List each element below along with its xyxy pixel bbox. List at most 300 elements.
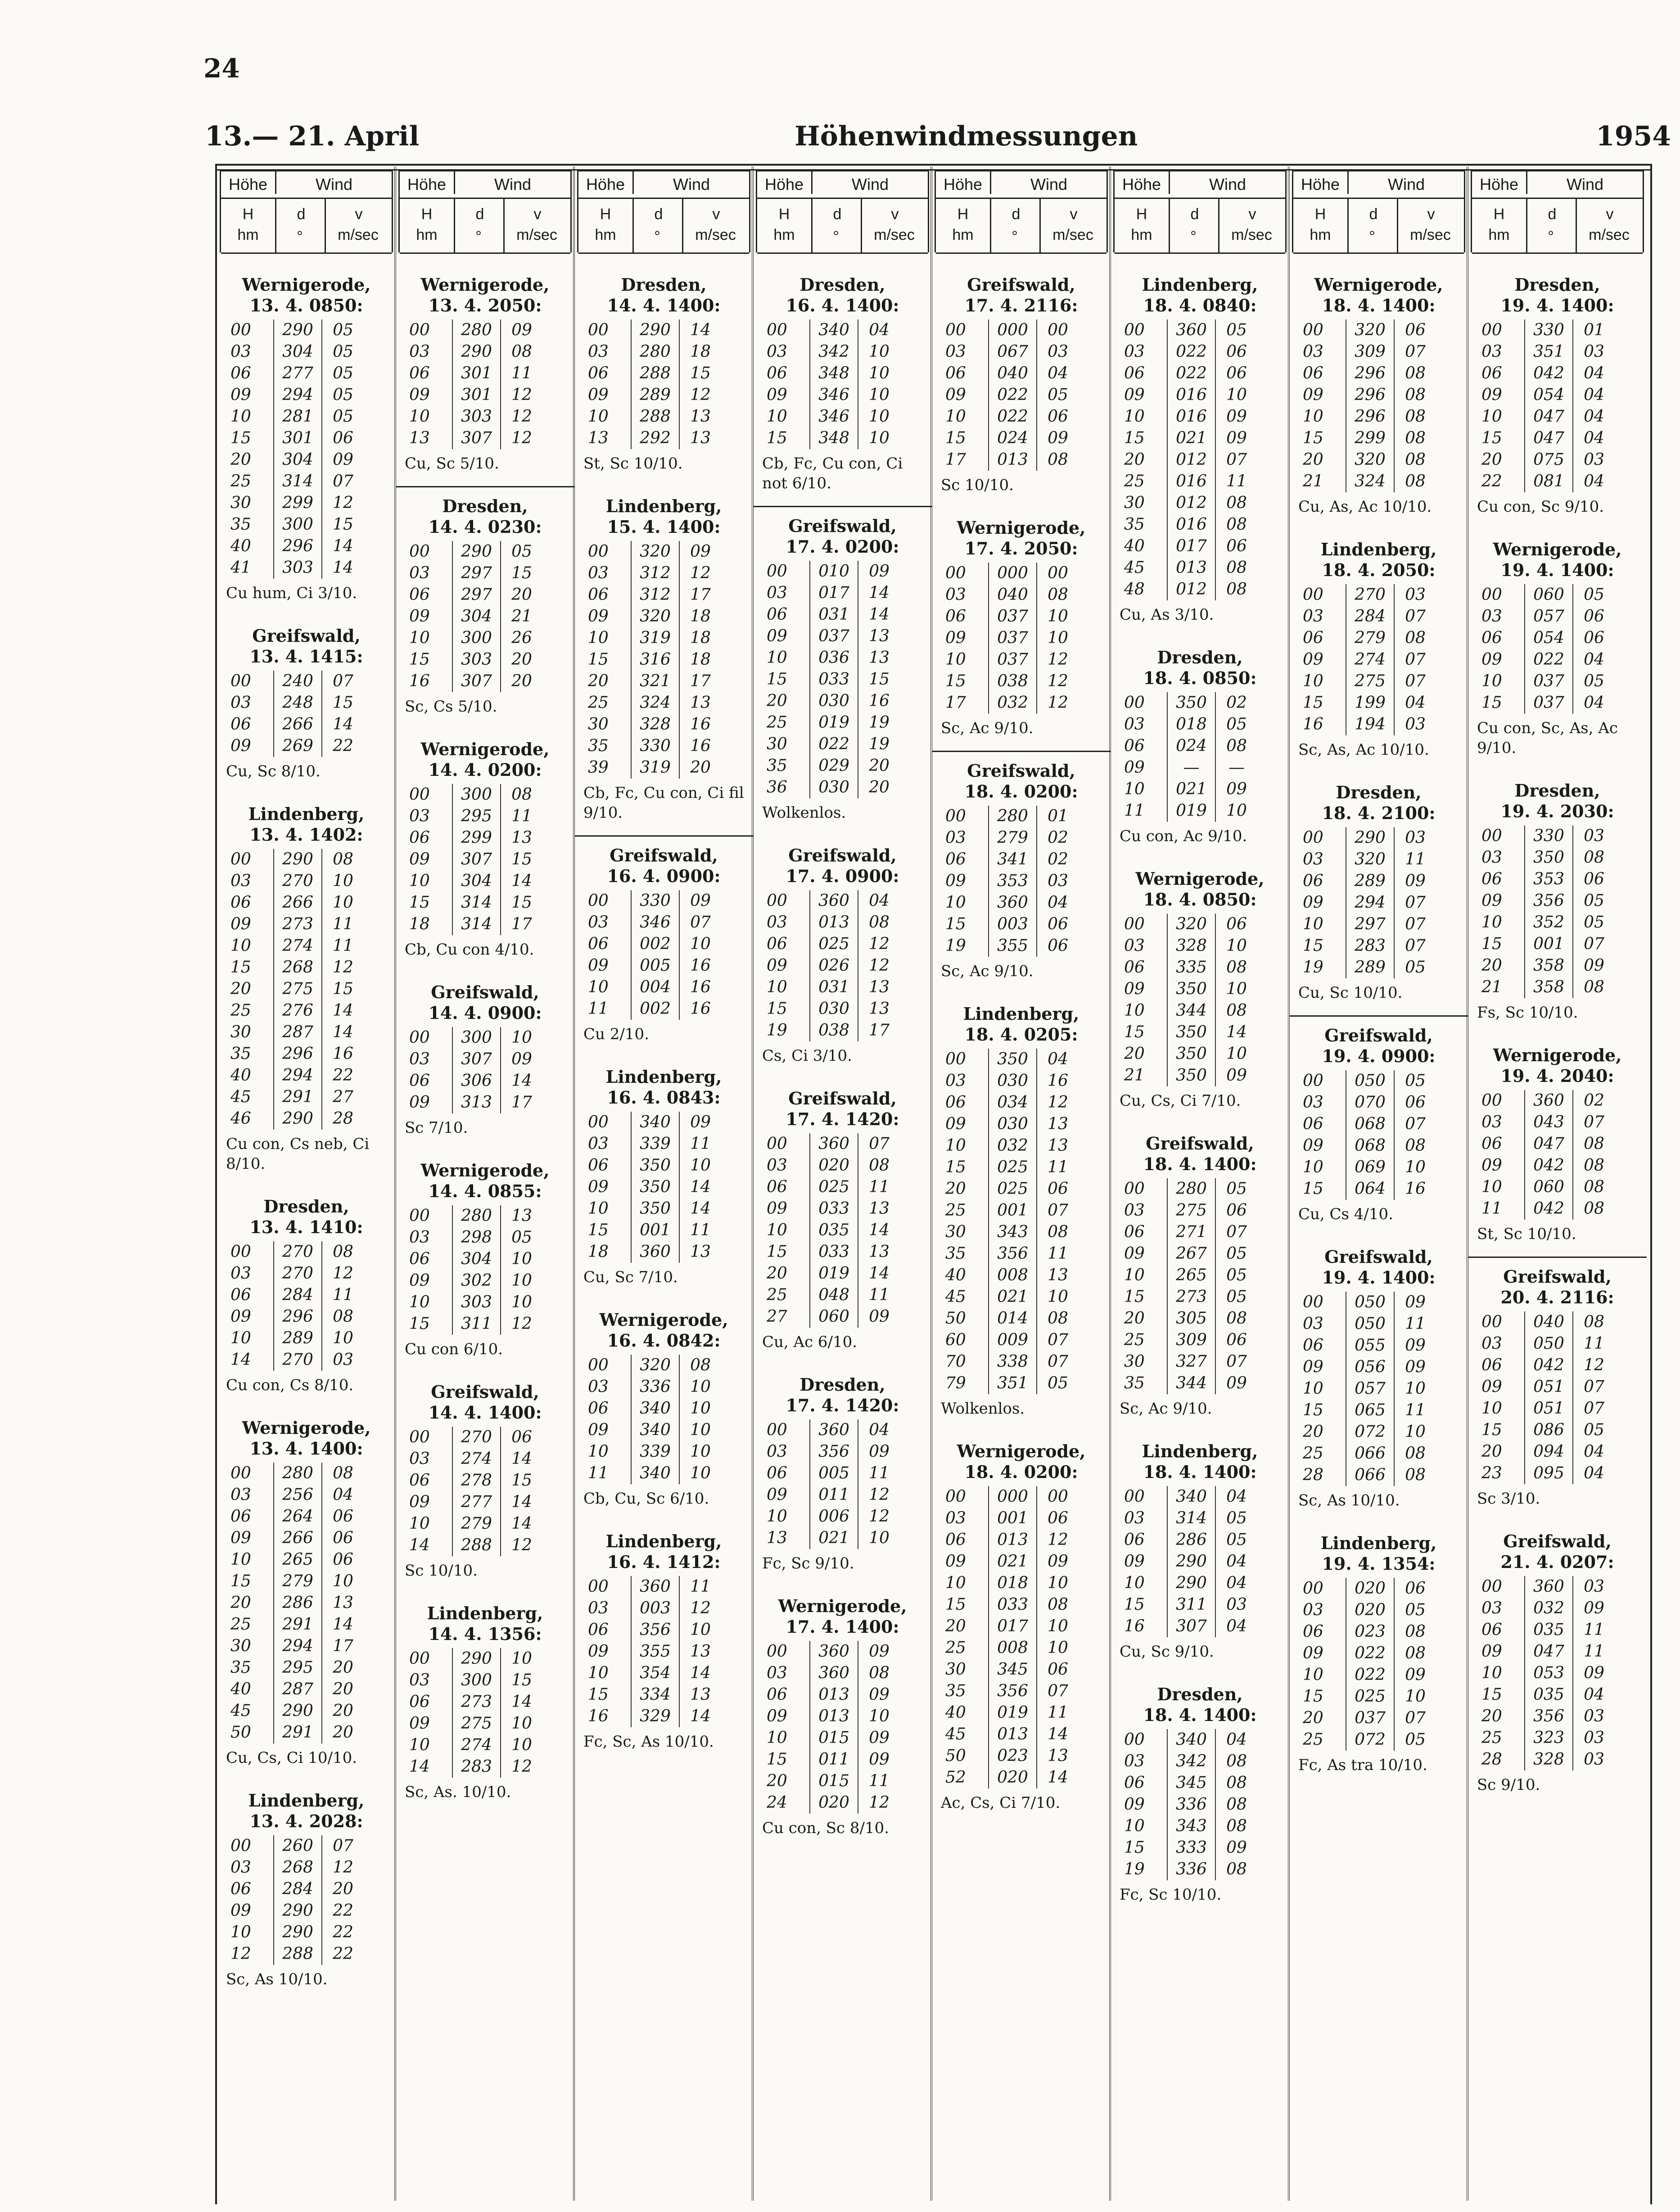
table-row [579,977,749,998]
direction-value: 304 [452,870,501,892]
table-row [1115,1178,1285,1200]
height-value: 14 [409,1757,430,1776]
table-row [936,1659,1106,1680]
speed-value: 08 [1584,1178,1604,1196]
height-value: 03 [1124,1752,1145,1771]
direction-value: 072 [1346,1421,1395,1443]
height-value: 10 [1481,1178,1502,1196]
table-row [1472,869,1642,890]
height-value: 19 [1124,1860,1145,1879]
direction-value: 304 [273,449,322,471]
direction-value: 021 [1167,779,1216,800]
direction-value: 003 [631,1598,680,1619]
direction-value: 350 [1167,1065,1216,1086]
station-block [936,1004,1106,1419]
station-block [400,1603,570,1802]
direction-value: 338 [988,1351,1037,1373]
cloud-note: Sc 7/10. [405,1119,468,1137]
speed-value: 08 [690,1356,711,1374]
direction-value: 312 [631,584,680,606]
table-row [400,1270,570,1292]
height-value: 09 [767,1707,787,1725]
speed-value: 05 [1584,586,1604,604]
table-row [400,870,570,892]
speed-value: 08 [1405,407,1426,426]
header-h: H [1314,206,1326,223]
height-value: 09 [1124,980,1145,998]
station-heading [1472,1531,1642,1572]
column-separator [1467,167,1468,2201]
height-value: 09 [588,1642,609,1661]
speed-value: 04 [333,1486,353,1504]
speed-value: 14 [869,584,890,602]
table-row [1294,849,1463,870]
direction-value: 054 [1524,627,1573,649]
speed-value: 05 [1226,321,1247,339]
table-row [1115,384,1285,406]
speed-value: 09 [869,1307,890,1326]
speed-value: 05 [333,342,353,361]
height-value: 15 [1124,1023,1145,1041]
speed-value: 03 [1048,342,1068,361]
speed-value: 03 [1584,342,1604,361]
speed-value: 13 [869,1243,890,1261]
table-row [221,1484,391,1506]
speed-value: 14 [333,715,353,734]
height-value: 06 [945,607,966,626]
speed-value: 10 [1048,1574,1068,1592]
table-row [1472,847,1642,869]
height-value: 15 [1481,1685,1502,1704]
table-row [221,870,391,892]
direction-value: 260 [273,1835,322,1857]
height-value: 00 [945,807,966,825]
column-separator [752,167,754,2201]
speed-value: 09 [1405,1293,1426,1311]
direction-value: 280 [452,320,501,341]
wind-rows [1115,692,1285,822]
speed-value: 11 [690,1577,711,1596]
table-row [1294,914,1463,935]
speed-value: 08 [333,1464,353,1482]
speed-value: 07 [1584,1113,1604,1131]
speed-value: 10 [511,1250,532,1268]
speed-value: 16 [690,956,711,975]
station-heading [1115,275,1285,316]
speed-value: 17 [690,672,711,690]
speed-value: 18 [690,650,711,669]
table-row [400,1535,570,1556]
speed-value: 12 [511,407,532,426]
cloud-note: St, Sc 10/10. [583,455,683,473]
table-row [400,1227,570,1248]
speed-value: 03 [333,1351,353,1369]
height-value: 40 [1124,537,1145,555]
direction-value: 304 [452,1248,501,1270]
direction-value: 021 [809,1527,858,1549]
direction-value: 290 [273,1900,322,1922]
table-row [1472,1133,1642,1155]
measurement-date: 17. 4. 1420: [786,1395,899,1415]
table-row [579,363,749,384]
height-value: 06 [1303,364,1323,383]
direction-value: 037 [988,606,1037,627]
direction-value: 025 [809,933,858,955]
station-name: Lindenberg, [605,1067,722,1087]
table-row [1294,1356,1463,1378]
table-row [400,1713,570,1734]
measurement-date: 18. 4. 0840: [1143,295,1257,315]
table-row [1294,1599,1463,1621]
speed-value: 04 [1584,429,1604,447]
direction-value: 340 [631,1112,680,1133]
direction-value: 022 [1167,363,1216,384]
station-name: Dresden, [1514,780,1600,801]
direction-value: 000 [988,320,1037,341]
direction-value: 030 [988,1113,1037,1135]
direction-value: 346 [809,406,858,428]
speed-value: 11 [1584,1334,1604,1353]
table-row [758,1684,927,1706]
table-row [400,892,570,914]
direction-value: 283 [452,1756,501,1778]
table-row [936,627,1106,649]
direction-value: 051 [1524,1398,1573,1419]
speed-value: 10 [511,1271,532,1290]
height-value: 00 [409,1028,430,1047]
table-row [221,1700,391,1722]
direction-value: 032 [988,1135,1037,1157]
table-row [221,1527,391,1549]
table-row [758,604,927,626]
table-row [1115,1308,1285,1329]
table-row [400,1427,570,1448]
height-value: 06 [588,1156,609,1175]
measurement-date: 14. 4. 0900: [428,1003,542,1023]
height-value: 13 [409,429,430,447]
speed-value: 17 [333,1637,353,1655]
speed-value: 08 [869,1664,890,1682]
direction-value: 281 [273,406,322,428]
table-row [400,1470,570,1491]
speed-value: 07 [1405,915,1426,933]
height-value: 09 [767,1486,787,1504]
station-name: Greifswald, [431,1382,539,1402]
measurement-date: 16. 4. 0900: [607,866,721,886]
direction-value: 355 [631,1641,680,1662]
table-row [1115,1265,1285,1286]
station-name: Lindenberg, [248,1790,365,1811]
direction-value: 335 [1167,957,1216,978]
speed-value: 06 [1226,915,1247,933]
height-value: 10 [767,407,787,426]
table-row [221,1857,391,1879]
table-row [579,406,749,428]
station-name: Lindenberg, [1142,275,1258,295]
table-row [400,1448,570,1470]
height-value: 00 [230,672,251,690]
speed-value: 08 [869,1156,890,1175]
table-row [579,1576,749,1598]
height-value: 15 [588,1685,609,1704]
measurement-date: 13. 4. 1400: [249,1438,363,1459]
direction-value: 025 [1346,1686,1395,1707]
direction-value: 290 [1346,827,1395,849]
station-name: Greifswald, [788,516,897,536]
table-row [1472,912,1642,933]
cloud-note: Sc 9/10. [1477,1776,1540,1794]
height-value: 12 [230,1945,251,1963]
height-value: 24 [767,1793,787,1812]
measurement-date: 18. 4. 2100: [1322,803,1436,823]
table-row [758,1263,927,1284]
speed-value: 20 [869,757,890,775]
height-value: 09 [1124,758,1145,777]
direction-value: 248 [273,692,322,714]
height-value: 03 [588,1599,609,1617]
table-row [936,1702,1106,1724]
station-name: Lindenberg, [605,496,722,516]
height-value: 35 [1124,515,1145,534]
header-row-top [578,171,749,199]
height-value: 09 [767,386,787,404]
speed-value: 04 [1226,1730,1247,1749]
height-value: 09 [1481,650,1502,669]
speed-value: 09 [1048,1552,1068,1571]
table-row [1294,1378,1463,1400]
height-value: 03 [588,564,609,582]
direction-value: 307 [1167,1616,1216,1637]
direction-value: 321 [631,671,680,692]
station-name: Wernigerode, [420,1160,550,1180]
speed-value: 05 [1226,1244,1247,1263]
direction-value: 346 [809,384,858,406]
speed-value: 08 [1584,1156,1604,1175]
height-value: 20 [1481,451,1502,469]
direction-value: 324 [631,692,680,714]
speed-value: 01 [1048,807,1068,825]
block-divider [1468,1257,1647,1258]
direction-value: 320 [1346,449,1395,471]
height-value: 25 [1303,1730,1323,1749]
height-value: 00 [767,562,787,581]
station-block [1472,1045,1642,1244]
station-block [221,1418,391,1768]
speed-value: 07 [690,913,711,932]
height-value: 10 [1303,407,1323,426]
direction-value: 060 [1524,1176,1573,1198]
speed-value: 14 [511,1493,532,1511]
height-value: 06 [1303,1622,1323,1641]
table-row [1294,714,1463,735]
height-value: 06 [1481,870,1502,888]
height-value: 00 [767,1642,787,1661]
speed-value: 05 [1405,1072,1426,1090]
direction-value: 042 [1524,1155,1573,1176]
table-row [579,1662,749,1684]
speed-value: 04 [1584,364,1604,383]
direction-value: 304 [273,341,322,363]
height-value: 10 [588,407,609,426]
table-row [936,1724,1106,1745]
speed-value: 06 [1226,1201,1247,1220]
direction-value: 350 [1524,847,1573,869]
column-header [1113,170,1287,252]
table-row [579,541,749,563]
direction-value: 319 [631,757,680,779]
height-value: 10 [230,407,251,426]
speed-value: 12 [869,935,890,953]
direction-value: 022 [988,384,1037,406]
height-value: 15 [945,672,966,690]
height-value: 17 [945,451,966,469]
height-value: 45 [945,1725,966,1743]
speed-value: 08 [1226,580,1247,599]
cloud-note: Sc, Ac 9/10. [1120,1400,1212,1418]
direction-value: 025 [988,1178,1037,1200]
height-value: 00 [1481,586,1502,604]
speed-value: 08 [1405,629,1426,647]
speed-value: 07 [1048,1682,1068,1700]
direction-value: 319 [631,627,680,649]
station-heading [400,496,570,537]
height-value: 10 [945,1136,966,1155]
station-block [1472,1266,1642,1509]
speed-value: 09 [511,1050,532,1068]
station-heading [579,1310,749,1351]
height-value: 09 [1124,1552,1145,1571]
measurement-date: 15. 4. 1400: [607,517,721,537]
speed-value: 10 [1405,1423,1426,1441]
table-row [758,1220,927,1241]
cloud-note: Cu con, Ac 9/10. [1120,827,1247,845]
table-row [1472,1090,1642,1112]
direction-value: 064 [1346,1178,1395,1200]
speed-value: 08 [1048,451,1068,469]
direction-value: 290 [1167,1572,1216,1594]
speed-value: 08 [1584,978,1604,996]
speed-value: 06 [1405,1093,1426,1112]
height-value: 06 [588,586,609,604]
direction-value: 328 [1524,1749,1573,1771]
speed-value: 10 [869,1707,890,1725]
direction-value: 035 [809,1220,858,1241]
height-value: 30 [230,494,251,512]
direction-value: 022 [1346,1664,1395,1686]
cloud-note: Fc, Sc 10/10. [1120,1886,1222,1904]
table-row [1294,1707,1463,1729]
station-name: Dresden, [263,1196,349,1216]
height-value: 06 [409,1471,430,1490]
direction-value: 299 [452,827,501,849]
table-row [1115,1243,1285,1265]
speed-value: 14 [1048,1768,1068,1787]
wind-rows [221,1463,391,1743]
header-hoehe: Höhe [764,175,804,194]
direction-value: 020 [1346,1578,1395,1599]
speed-value: 15 [511,1671,532,1689]
station-heading [1294,275,1463,316]
direction-value: 035 [1524,1684,1573,1706]
header-row-top [936,171,1106,199]
direction-value: 047 [1524,1641,1573,1662]
speed-value: 03 [1584,1750,1604,1769]
direction-value: 307 [452,1049,501,1070]
direction-value: 340 [1167,1486,1216,1508]
table-row [579,384,749,406]
speed-value: 06 [1584,607,1604,626]
table-row [1472,341,1642,363]
table-row [1115,1859,1285,1880]
speed-value: 09 [1405,1358,1426,1376]
wind-rows [579,541,749,779]
direction-value: 019 [1167,800,1216,822]
speed-value: 04 [869,321,890,339]
height-value: 45 [1124,559,1145,577]
table-row [936,1070,1106,1092]
speed-value: 07 [1405,607,1426,626]
wind-rows [579,1576,749,1727]
direction-value: 290 [631,320,680,341]
wind-rows [1115,1486,1285,1637]
height-value: 10 [409,872,430,890]
wind-rows [400,320,570,449]
station-block [221,626,391,781]
cloud-note: Cu, Ac 6/10. [762,1333,858,1351]
height-value: 06 [409,829,430,847]
cloud-note: Wolkenlos. [762,804,846,822]
table-row [1115,428,1285,449]
direction-value: 001 [631,1220,680,1241]
table-row [579,1198,749,1220]
table-row [1115,1221,1285,1243]
direction-value: 053 [1524,1662,1573,1684]
height-value: 06 [1124,364,1145,383]
table-column [1468,167,1647,2201]
height-value: 00 [1481,1091,1502,1110]
speed-value: 09 [1226,1838,1247,1857]
station-heading [1472,275,1642,316]
table-row [758,1771,927,1792]
table-row [936,1286,1106,1308]
height-value: 25 [1481,1729,1502,1747]
measurement-date: 21. 4. 0207: [1500,1552,1614,1572]
height-value: 03 [588,913,609,932]
speed-value: 05 [333,364,353,383]
table-row [758,1176,927,1198]
speed-value: 06 [1226,1331,1247,1349]
direction-value: 013 [809,1684,858,1706]
height-value: 10 [230,1329,251,1347]
speed-value: 04 [1405,694,1426,712]
height-value: 06 [1303,1336,1323,1355]
direction-value: 303 [452,1292,501,1313]
table-row [579,1112,749,1133]
station-name: Wernigerode, [242,275,371,295]
speed-value: 12 [869,1507,890,1526]
table-row [221,1835,391,1857]
direction-value: 067 [988,341,1037,363]
table-row [400,1049,570,1070]
table-row [221,1263,391,1284]
table-row [400,627,570,649]
table-row [758,1527,927,1549]
table-row [1294,1464,1463,1486]
height-value: 15 [1124,1595,1145,1614]
measurement-date: 14. 4. 1356: [428,1624,542,1644]
wind-rows [579,890,749,1020]
speed-value: 07 [1584,935,1604,953]
